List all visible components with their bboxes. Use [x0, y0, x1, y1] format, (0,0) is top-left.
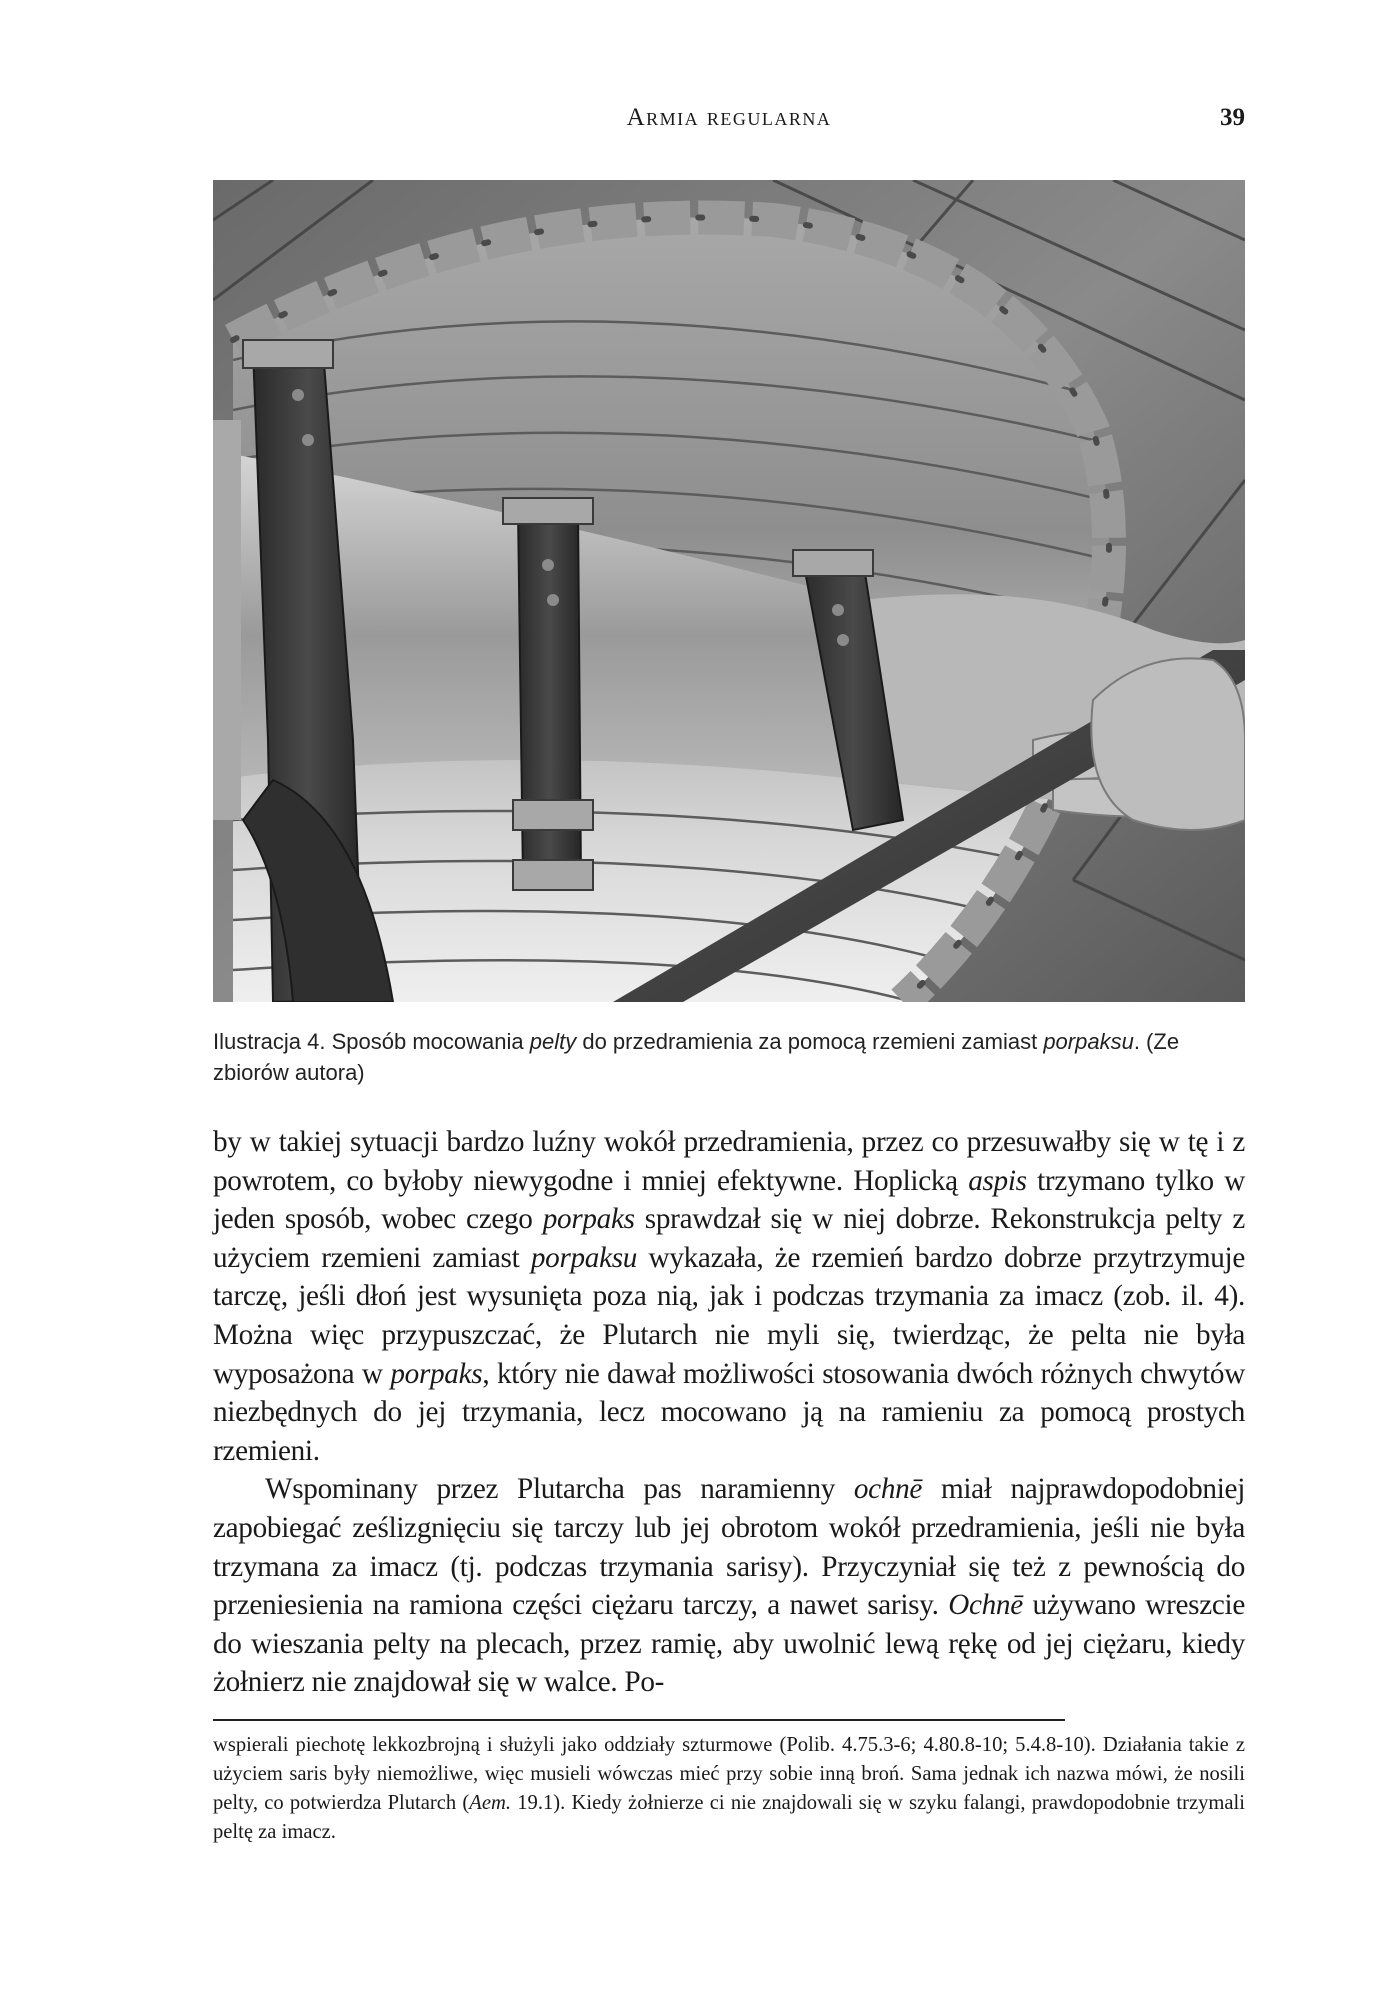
running-header — [213, 104, 1245, 140]
p2-italic: ochnē — [853, 1473, 923, 1506]
page-number: 39 — [1220, 104, 1245, 131]
shield-photo — [213, 180, 1245, 1002]
p2-italic: Ochnē — [948, 1589, 1023, 1622]
p1-run: wykazała, że rzemień bardzo dobrze przytrzymuje tarczę, jeśli dłoń jest wysunięta poza nią, jak i podczas trzymania za imacz (zob. il. 4). Można więc przypuszczać, że Plutarch nie myli się, twierdząc, że pelta nie była wyposażona w — [213, 1241, 1246, 1390]
p1-italic: porpaks — [542, 1203, 635, 1236]
p1-run: trzymano tylko w jeden sposób, wobec czego — [213, 1164, 1245, 1236]
caption-text-2: do przedramienia za pomocą rzemieni zamiast — [576, 1029, 1044, 1054]
p2-run: używano wreszcie do wieszania pelty na plecach, przez ramię, aby uwolnić lewą rękę od jej ciężaru, kiedy żołnierz nie znajdował się w walce. Po- — [213, 1589, 1245, 1699]
p1-run: by w takiej sytuacji bardzo luźny wokół przedramienia, przez co przesuwałby się w tę i z powrotem, co byłoby niewygodne i mniej efektywne. Hoplicką — [213, 1126, 1245, 1197]
footnote-italic: Aem. — [469, 1792, 512, 1814]
running-title: Armia regularna — [626, 104, 832, 131]
p1-run: sprawdzał się w niej dobrze. Rekonstrukcja pelty z użyciem rzemieni zamiast — [213, 1203, 1245, 1274]
footnote — [213, 1731, 1245, 1847]
footnote-divider — [213, 1719, 1065, 1721]
footnote-run: wspierali piechotę lekkozbrojną i służyli jako oddziały szturmowe (Polib. 4.75.3-6; 4.80.8-10; 5.4.8-10). Działania takie z użyciem saris były niemożliwe, więc musieli wówczas mieć przy sobie inną broń. Sama jednak ich nazwa mówi, że nosili pelty, co potwierdza Plutarch ( — [213, 1734, 1245, 1814]
paragraph-1 — [213, 1123, 1245, 1470]
body-text — [213, 1123, 1245, 1702]
caption-text-3: . (Ze zbiorów autora) — [213, 1029, 1180, 1085]
p2-run: miał najprawdopodobniej zapobiegać ześlizgnięciu się tarczy lub jej obrotom wokół przedramienia, jeśli nie była trzymana za imacz (tj. podczas trzymania sarisy). Przyczyniał się też z pewnością do przeniesienia na ramiona części ciężaru tarczy, a nawet sarisy. — [213, 1473, 1246, 1622]
caption-italic-2: porpaksu — [1043, 1029, 1134, 1054]
footnote-run: 19.1). Kiedy żołnierze ci nie znajdowali się w szyku falangi, prawdopodobnie trzymali peltę za imacz. — [213, 1792, 1245, 1843]
p1-run: , który nie dawał możliwości stosowania dwóch różnych chwytów niezbędnych do jej trzymania, lecz mocowano ją na ramieniu za pomocą prostych rzemieni. — [213, 1357, 1245, 1467]
p1-italic: porpaksu — [530, 1241, 638, 1274]
p1-italic: porpaks — [390, 1357, 483, 1390]
p1-italic: aspis — [968, 1164, 1027, 1197]
paragraph-2 — [213, 1470, 1245, 1702]
figure-caption — [213, 1026, 1245, 1088]
caption-italic-1: pelty — [529, 1029, 577, 1054]
caption-text-1: Ilustracja 4. Sposób mocowania — [213, 1029, 530, 1054]
p2-run: Wspominany przez Plutarcha pas naramienny — [265, 1473, 854, 1506]
